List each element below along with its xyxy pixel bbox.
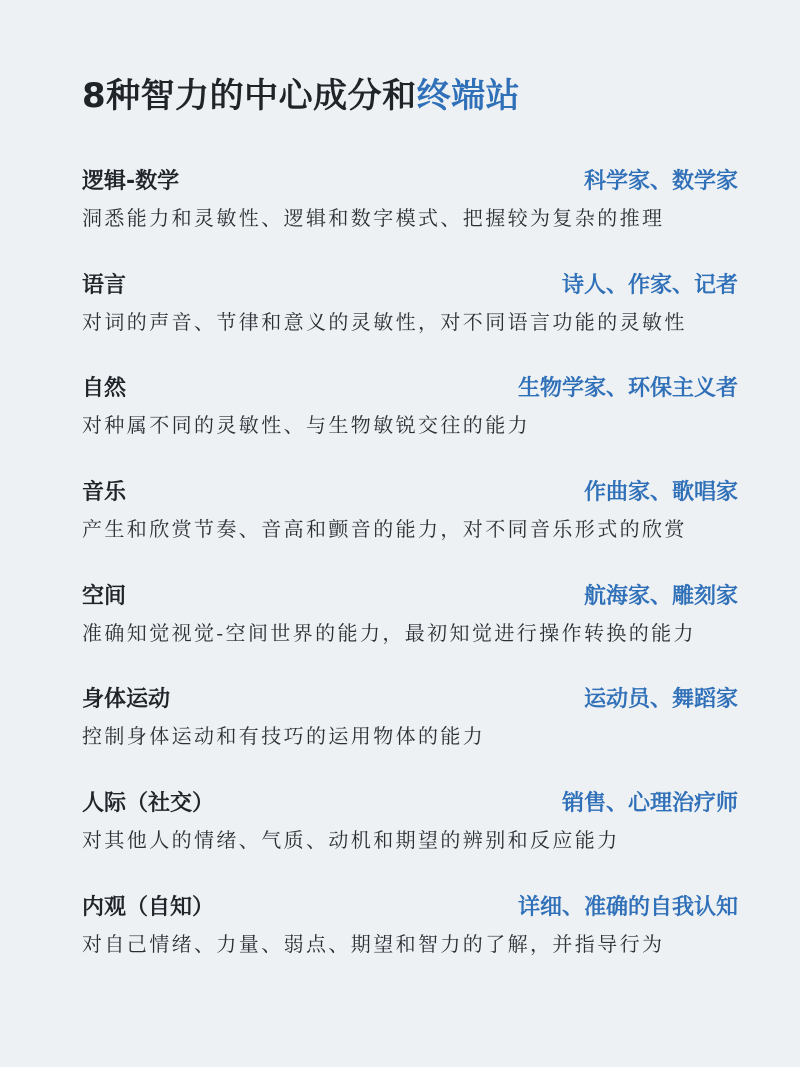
intelligence-description: 控制身体运动和有技巧的运用物体的能力 <box>82 724 486 749</box>
title-accent: 终端站 <box>416 76 521 116</box>
intelligence-list <box>82 164 738 994</box>
list-item <box>82 268 738 372</box>
intelligence-name: 内观（自知） <box>82 894 215 920</box>
career-examples: 诗人、作家、记者 <box>561 272 738 298</box>
intelligence-description: 对其他人的情绪、气质、动机和期望的辨别和反应能力 <box>82 828 620 853</box>
list-item <box>82 890 738 994</box>
page-title <box>82 72 738 120</box>
intelligence-name: 语言 <box>82 272 127 298</box>
intelligence-name: 身体运动 <box>82 687 171 713</box>
intelligence-description: 对词的声音、节律和意义的灵敏性，对不同语言功能的灵敏性 <box>82 309 687 334</box>
item-header <box>82 579 738 613</box>
intelligence-name: 人际（社交） <box>82 791 215 817</box>
list-item <box>82 682 738 786</box>
intelligence-description: 产生和欣赏节奏、音高和颤音的能力，对不同音乐形式的欣赏 <box>82 517 687 542</box>
career-examples: 科学家、数学家 <box>583 169 738 194</box>
list-item <box>82 164 738 268</box>
item-header <box>82 786 738 820</box>
item-header <box>82 475 738 509</box>
item-header <box>82 268 738 302</box>
intelligence-description: 对自己情绪、力量、弱点、期望和智力的了解，并指导行为 <box>82 931 665 956</box>
intelligence-name: 音乐 <box>82 480 127 506</box>
intelligence-description: 洞悉能力和灵敏性、逻辑和数字模式、把握较为复杂的推理 <box>82 206 665 230</box>
intelligence-name: 逻辑-数学 <box>82 169 180 194</box>
list-item <box>82 786 738 890</box>
item-header <box>82 682 738 716</box>
item-header <box>82 371 738 405</box>
list-item <box>82 475 738 579</box>
title-main: 8种智力的中心成分和 <box>82 76 417 116</box>
career-examples: 作曲家、歌唱家 <box>583 480 738 506</box>
intelligence-description: 准确知觉视觉-空间世界的能力，最初知觉进行操作转换的能力 <box>82 620 696 645</box>
list-item <box>82 371 738 475</box>
list-item <box>82 579 738 683</box>
career-examples: 详细、准确的自我认知 <box>517 894 738 920</box>
career-examples: 销售、心理治疗师 <box>561 791 738 817</box>
item-header <box>82 890 738 924</box>
intelligence-description: 对种属不同的灵敏性、与生物敏锐交往的能力 <box>82 413 530 438</box>
career-examples: 航海家、雕刻家 <box>583 583 738 609</box>
career-examples: 生物学家、环保主义者 <box>517 376 738 402</box>
career-examples: 运动员、舞蹈家 <box>583 687 738 713</box>
intelligence-name: 空间 <box>82 583 127 609</box>
item-header <box>82 164 738 198</box>
intelligence-name: 自然 <box>82 376 127 402</box>
